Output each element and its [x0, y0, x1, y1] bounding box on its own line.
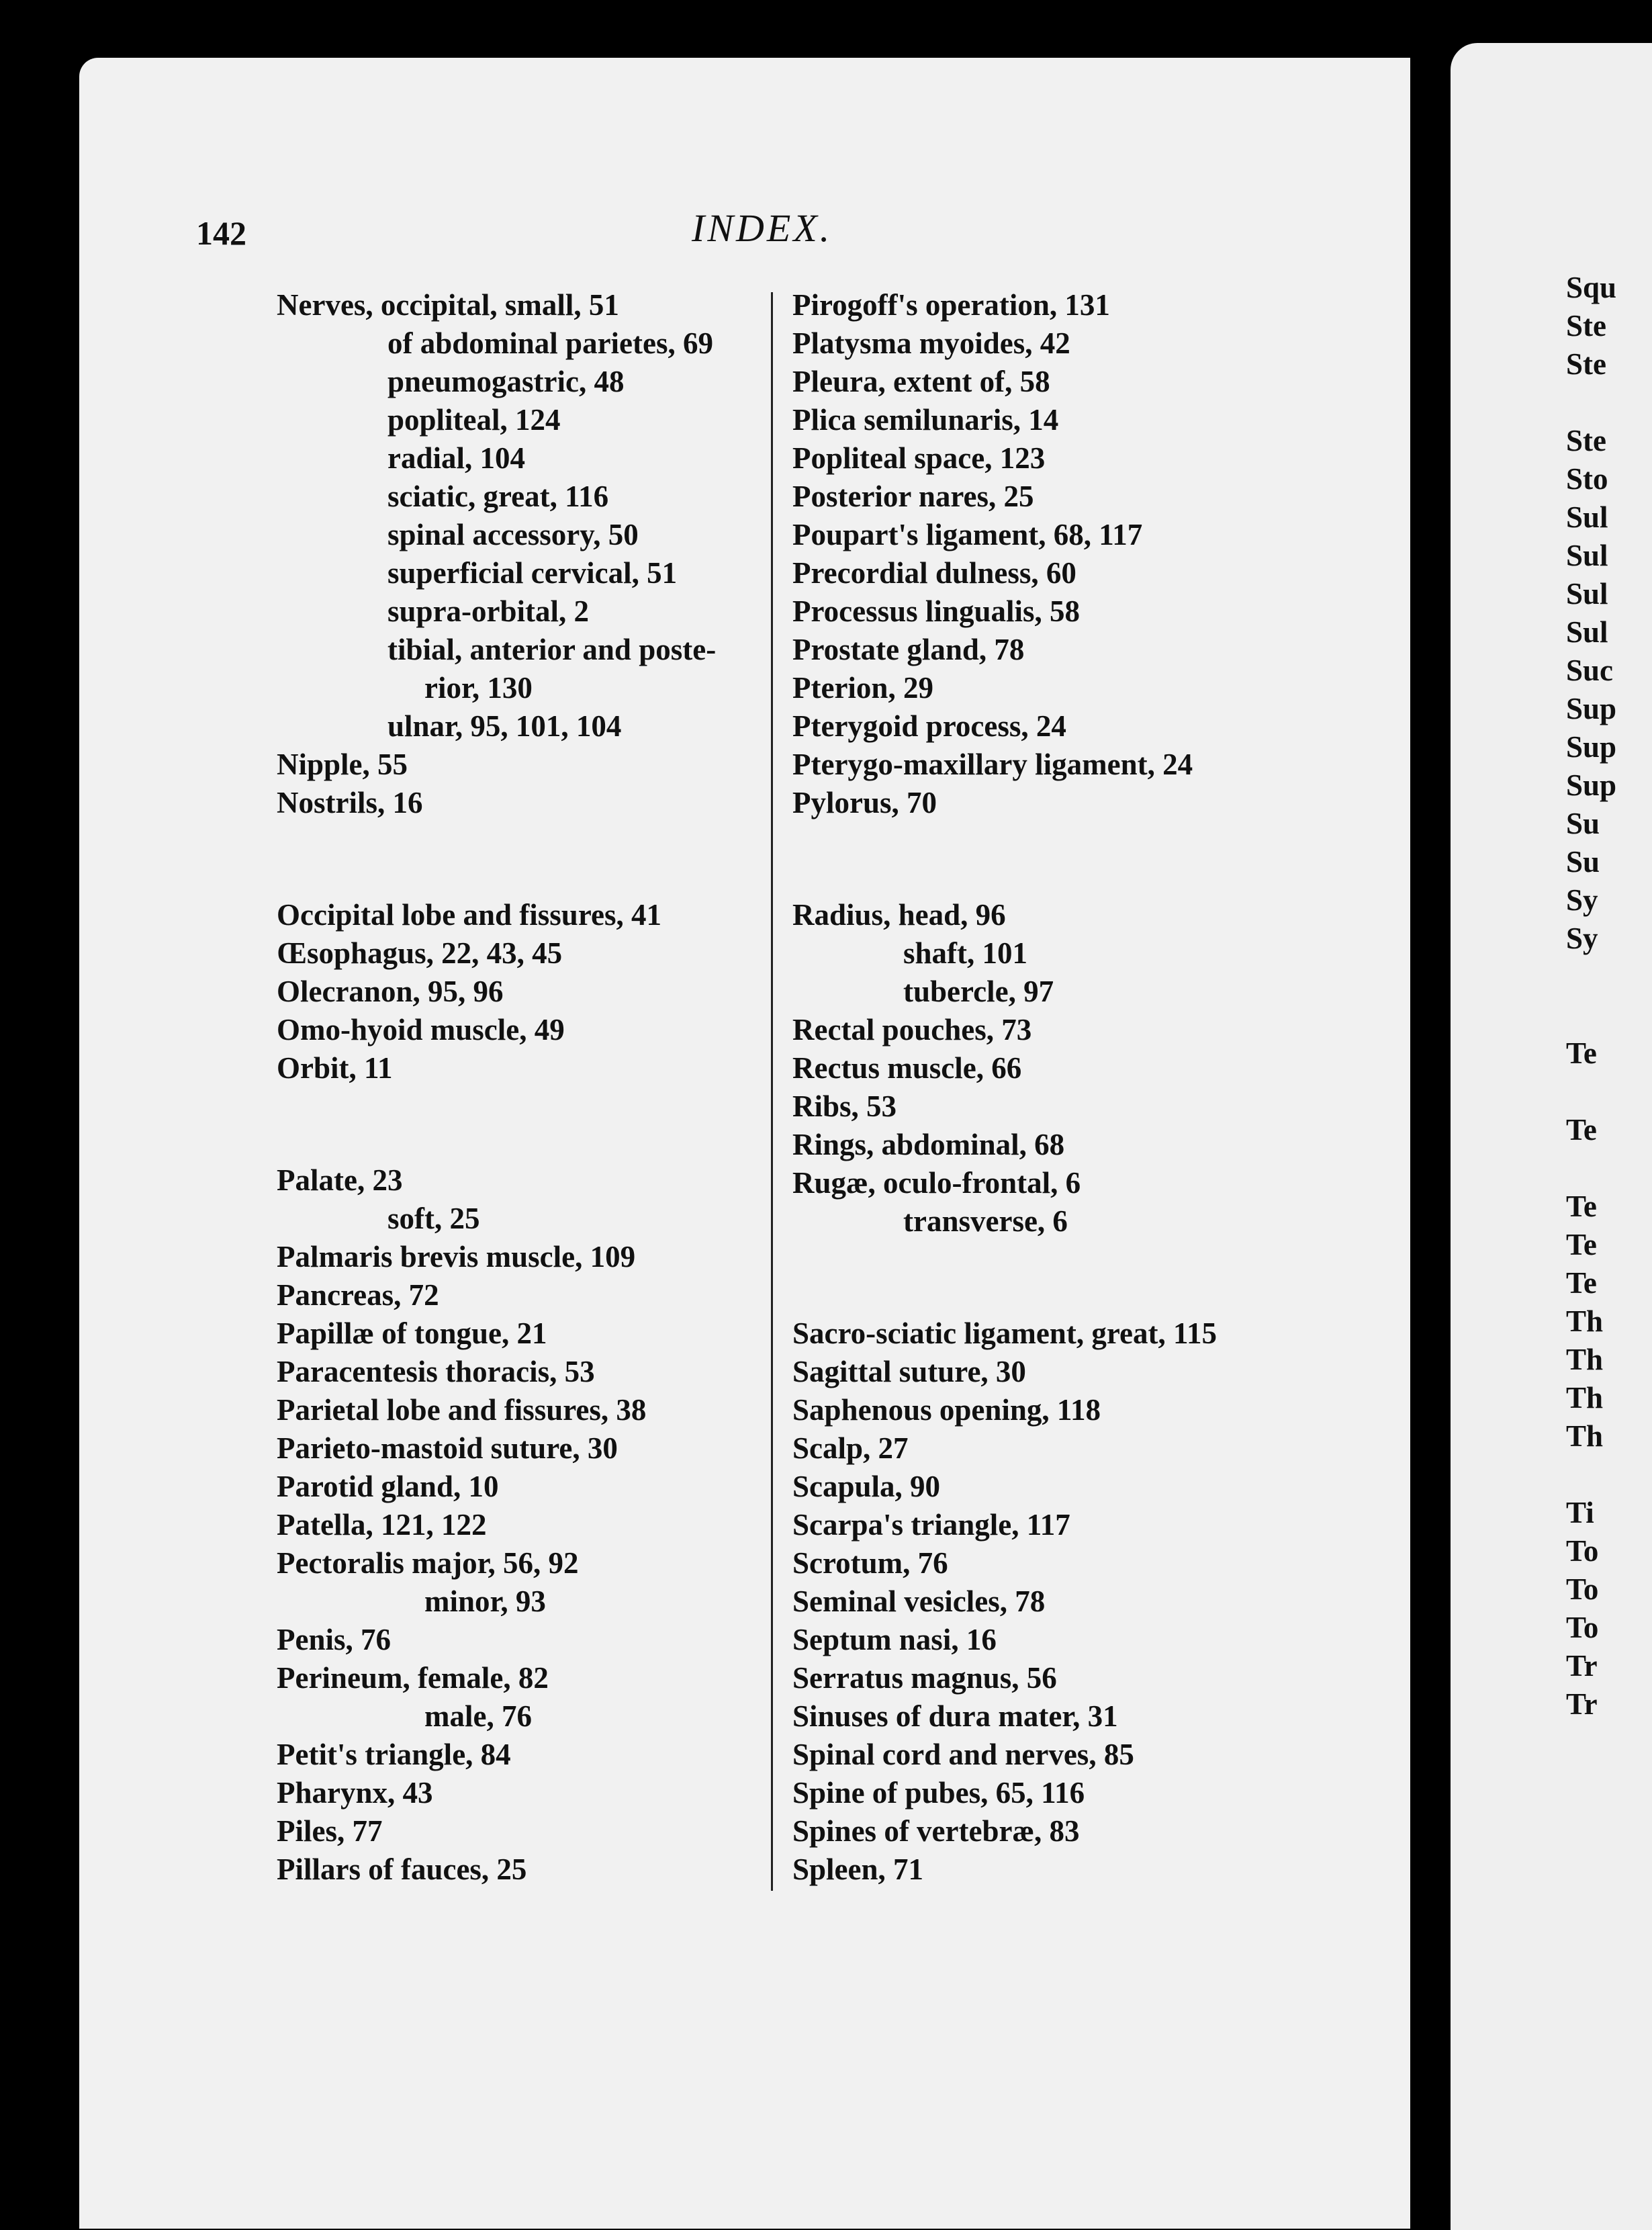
facing-page-fragment: Th [1566, 1381, 1604, 1415]
facing-page-fragment: To [1566, 1534, 1599, 1568]
facing-page-fragment: Te [1566, 1228, 1597, 1261]
facing-page-fragment [1566, 996, 1652, 1034]
index-entry: Palmaris brevis muscle, 109 [277, 1240, 636, 1274]
index-entry: Pillars of fauces, 25 [277, 1853, 527, 1886]
facing-page-fragment: Sup [1566, 730, 1617, 764]
index-entry: Prostate gland, 78 [792, 633, 1025, 666]
facing-page-fragment: Te [1566, 1266, 1597, 1300]
facing-page-fragment: Suc [1566, 654, 1614, 687]
facing-page-column [1566, 269, 1652, 1724]
index-entry: Spine of pubes, 65, 116 [792, 1776, 1085, 1810]
facing-page-fragment: Sul [1566, 615, 1608, 649]
facing-page-fragment: Squ [1566, 271, 1617, 304]
index-entry: Spines of vertebræ, 83 [792, 1814, 1080, 1848]
facing-page-fragment: Su [1566, 807, 1600, 840]
facing-page-fragment: Te [1566, 1190, 1597, 1223]
facing-page-fragment: Te [1566, 1036, 1597, 1070]
index-entry: Pterygo-maxillary ligament, 24 [792, 748, 1193, 781]
index-entry: sciatic, great, 116 [387, 480, 609, 513]
index-entry: Sagittal suture, 30 [792, 1355, 1026, 1388]
index-entry: superficial cervical, 51 [387, 556, 678, 590]
facing-page-fragment [1566, 1456, 1652, 1494]
facing-page-fragment [1566, 1073, 1652, 1111]
index-entry: Parietal lobe and fissures, 38 [277, 1393, 647, 1427]
index-entry: Pterygoid process, 24 [792, 709, 1066, 743]
index-entry: Scarpa's triangle, 117 [792, 1508, 1070, 1542]
index-entry: Olecranon, 95, 96 [277, 975, 504, 1008]
index-entry: Precordial dulness, 60 [792, 556, 1076, 590]
facing-page-fragment: Tr [1566, 1649, 1598, 1683]
index-entry: popliteal, 124 [387, 403, 561, 437]
index-entry: Papillæ of tongue, 21 [277, 1317, 547, 1350]
index-entry: Palate, 23 [277, 1163, 403, 1197]
facing-page-fragment [1566, 1149, 1652, 1188]
facing-page-fragment: Th [1566, 1304, 1604, 1338]
index-entry: ulnar, 95, 101, 104 [387, 709, 622, 743]
index-entry: Spinal cord and nerves, 85 [792, 1738, 1134, 1771]
index-entry: Ribs, 53 [792, 1089, 897, 1123]
index-entry: radial, 104 [387, 441, 526, 475]
index-entry: Paracentesis thoracis, 53 [277, 1355, 595, 1388]
section-gap [277, 1087, 774, 1161]
index-entry: Sacro-sciatic ligament, great, 115 [792, 1317, 1217, 1350]
running-title: INDEX. [692, 206, 833, 250]
index-entry: tibial, anterior and poste- [387, 633, 717, 666]
index-entry: Radius, head, 96 [792, 898, 1006, 932]
facing-page-fragment: Sy [1566, 883, 1598, 917]
index-entry: soft, 25 [387, 1202, 480, 1235]
index-entry: Pectoralis major, 56, 92 [277, 1546, 579, 1580]
index-entry: Occipital lobe and fissures, 41 [277, 898, 661, 932]
facing-page-fragment: Sup [1566, 768, 1617, 802]
index-entry: Pylorus, 70 [792, 786, 937, 819]
index-entry: shaft, 101 [903, 936, 1028, 970]
index-entry: Parotid gland, 10 [277, 1470, 499, 1503]
index-entry: tubercle, 97 [903, 975, 1054, 1008]
index-entry: Saphenous opening, 118 [792, 1393, 1101, 1427]
index-entry: Sinuses of dura mater, 31 [792, 1699, 1118, 1733]
index-column-left [277, 286, 774, 1889]
index-entry: Rugæ, oculo-frontal, 6 [792, 1166, 1081, 1200]
index-entry: Spleen, 71 [792, 1853, 924, 1886]
facing-page-fragment: Tr [1566, 1687, 1598, 1721]
index-entry: spinal accessory, 50 [387, 518, 639, 551]
index-entry: Orbit, 11 [277, 1051, 393, 1085]
index-entry: Rectal pouches, 73 [792, 1013, 1032, 1046]
index-entry: Scapula, 90 [792, 1470, 941, 1503]
index-entry: Pirogoff's operation, 131 [792, 288, 1110, 322]
facing-page-fragment: Ste [1566, 424, 1606, 457]
facing-page-fragment: Sul [1566, 577, 1608, 611]
index-entry: of abdominal parietes, 69 [387, 326, 714, 360]
index-entry: Petit's triangle, 84 [277, 1738, 511, 1771]
index-entry: Posterior nares, 25 [792, 480, 1034, 513]
index-entry: Patella, 121, 122 [277, 1508, 487, 1542]
facing-page-fragment [1566, 384, 1652, 422]
index-entry: Rectus muscle, 66 [792, 1051, 1022, 1085]
facing-page-fragment: Sul [1566, 500, 1608, 534]
index-entry: Pleura, extent of, 58 [792, 365, 1050, 398]
facing-page-fragment: Ti [1566, 1496, 1594, 1529]
section-gap [792, 822, 1397, 896]
index-entry: Pterion, 29 [792, 671, 933, 705]
index-entry: Serratus magnus, 56 [792, 1661, 1057, 1695]
facing-page-fragment: Sy [1566, 922, 1598, 955]
index-entry: Scalp, 27 [792, 1431, 909, 1465]
index-entry: pneumogastric, 48 [387, 365, 625, 398]
index-entry: Nipple, 55 [277, 748, 408, 781]
page-number: 142 [196, 214, 246, 252]
section-gap [277, 822, 774, 896]
index-entry: Nostrils, 16 [277, 786, 423, 819]
index-entry: Seminal vesicles, 78 [792, 1585, 1046, 1618]
facing-page-fragment: Sup [1566, 692, 1617, 725]
index-entry: Poupart's ligament, 68, 117 [792, 518, 1143, 551]
index-entry: Popliteal space, 123 [792, 441, 1046, 475]
index-entry: minor, 93 [424, 1585, 546, 1618]
index-entry: Omo-hyoid muscle, 49 [277, 1013, 565, 1046]
index-entry: Pharynx, 43 [277, 1776, 433, 1810]
facing-page-fragment: To [1566, 1611, 1599, 1644]
index-column-right [792, 286, 1397, 1889]
facing-page-fragment: Su [1566, 845, 1600, 879]
index-entry: Penis, 76 [277, 1623, 392, 1656]
facing-page-fragment: Sto [1566, 462, 1608, 496]
index-entry: Processus lingualis, 58 [792, 594, 1080, 628]
facing-page-fragment: Ste [1566, 309, 1606, 343]
index-entry: rior, 130 [424, 671, 533, 705]
index-entry: Platysma myoides, 42 [792, 326, 1070, 360]
index-entry: Rings, abdominal, 68 [792, 1128, 1065, 1161]
index-entry: Plica semilunaris, 14 [792, 403, 1059, 437]
index-entry: supra-orbital, 2 [387, 594, 590, 628]
index-entry: transverse, 6 [903, 1204, 1068, 1238]
facing-page-fragment: Ste [1566, 347, 1606, 381]
facing-page-fragment: Sul [1566, 539, 1608, 572]
index-entry: Perineum, female, 82 [277, 1661, 549, 1695]
index-entry: male, 76 [424, 1699, 532, 1733]
index-entry: Septum nasi, 16 [792, 1623, 997, 1656]
facing-page-fragment: Th [1566, 1419, 1604, 1453]
facing-page-fragment: Te [1566, 1113, 1597, 1147]
index-entry: Pancreas, 72 [277, 1278, 439, 1312]
index-entry: Nerves, occipital, small, 51 [277, 288, 619, 322]
index-entry: Scrotum, 76 [792, 1546, 948, 1580]
index-entry: Œsophagus, 22, 43, 45 [277, 936, 563, 970]
facing-page-fragment: Th [1566, 1343, 1604, 1376]
facing-page-fragment: To [1566, 1572, 1599, 1606]
index-entry: Piles, 77 [277, 1814, 383, 1848]
facing-page-fragment [1566, 958, 1652, 996]
section-gap [792, 1241, 1397, 1314]
index-entry: Parieto-mastoid suture, 30 [277, 1431, 618, 1465]
